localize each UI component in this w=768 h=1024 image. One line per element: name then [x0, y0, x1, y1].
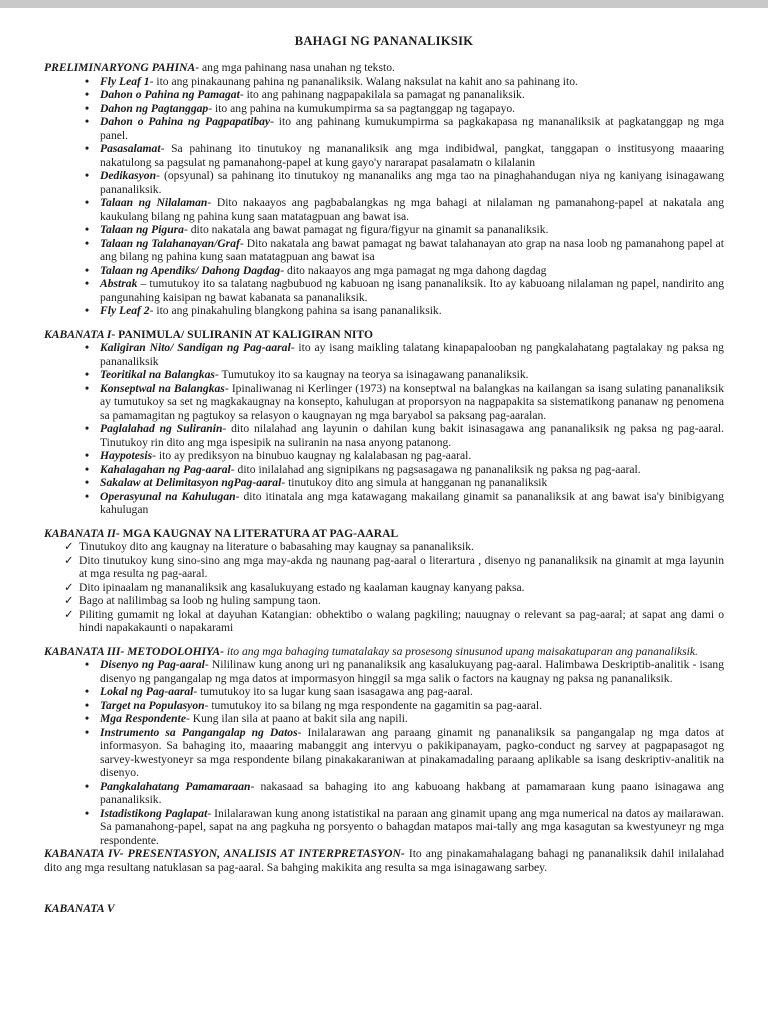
section-term: KABANATA IV- PRESENTASYON, ANALISIS AT INTERPRETASYON-: [44, 847, 405, 860]
item-term: Sakalaw at Delimitasyon ngPag-aaral: [100, 476, 282, 489]
list-item: [85, 726, 724, 780]
item-text: - dito nakatala ang bawat pamagat ng figura/figyur na ginamit sa pananaliksik.: [183, 223, 549, 236]
bullet-icon: •: [85, 698, 90, 712]
bullet-icon: •: [85, 196, 90, 209]
list-item: [85, 102, 724, 116]
item-term: Kahalagahan ng Pag-aaral: [100, 462, 231, 476]
item-text: Piliting gumamit ng lokal at dayuhan Katangian: obhektibo o walang pagkiling; nauugnay o relevant sa pag-aaral; at sapat ang dami o hindi napakakaunti o napakarami: [79, 607, 724, 634]
list-item: [64, 608, 724, 635]
section-item-list: [64, 540, 724, 635]
section-kabanata-2: [44, 527, 724, 635]
bullet-icon: •: [85, 489, 90, 503]
item-text: - Dito nakatala ang bawat pamagat ng bawat talahanayan ato grap na nasa loob ng pamanahong papel at ang bilang ng pahina kung saan matatagpuan ang bawat isa: [100, 236, 724, 263]
list-item: [85, 341, 724, 368]
list-item: [85, 75, 724, 89]
list-item: [85, 807, 724, 848]
list-item: [85, 780, 724, 807]
section-heading: [44, 61, 724, 75]
section-rest: - ang mga pahinang nasa unahan ng teksto.: [195, 61, 395, 74]
bullet-icon: •: [85, 74, 90, 88]
item-term: Abstrak: [100, 277, 138, 290]
list-item: [85, 490, 724, 517]
item-text: – tumutukoy ito sa talatang nagbubuod ng kabuoan ng isang pananaliksik. Ito ay kabuoang nilalaman ng papel, nandirito ang pangunahing kaisipan ng bawat kabanata sa pananaliksik.: [100, 277, 724, 304]
item-term: Fly Leaf 1: [100, 74, 150, 88]
list-item: [85, 196, 724, 223]
section-term: KABANATA V: [44, 902, 115, 915]
bullet-icon: •: [85, 223, 90, 236]
list-item: [85, 277, 724, 304]
bullet-icon: •: [85, 304, 90, 317]
item-term: Fly Leaf 2: [100, 304, 150, 317]
section-term: KABANATA I: [44, 327, 112, 341]
item-text: Dito ipinaalam ng mananaliksik ang kasalukuyang estado ng kaalaman kaugnay kanyang paksa.: [79, 580, 525, 594]
list-item: [64, 540, 724, 554]
item-term: Dahon o Pahina ng Pagpapatibay: [100, 115, 271, 128]
list-item: [85, 142, 724, 169]
item-term: Kaligiran Nito/ Sandigan ng Pag-aaral: [100, 341, 291, 354]
item-text: - ito ang pinakaunang pahina ng pananaliksik. Walang naksulat na kahit ano sa pahinang ito.: [149, 74, 578, 88]
bullet-icon: •: [85, 341, 90, 354]
section-rest: - MGA KAUGNAY NA LITERATURA AT PAG-AARAL: [115, 526, 399, 540]
section-kabanata-1: [44, 328, 724, 517]
section-heading: [44, 902, 724, 916]
bullet-icon: •: [85, 476, 90, 489]
item-text: - ito ang pinakahuling blangkong pahina sa isang pananaliksik.: [149, 304, 442, 317]
bullet-icon: •: [85, 725, 90, 739]
list-item: [85, 223, 724, 237]
list-item: [85, 88, 724, 102]
item-term: Istadistikong Paglapat: [100, 806, 208, 820]
document-page: [0, 8, 768, 1024]
item-text: - Inilalarawan kung anong istatistikal na paraan ang ginamit upang ang mga numerical na datos ay mailarawan. Sa pamanahong-papel, sapat na ang pagkuha ng porsyento o bahagdan matapos mai-tally ang mga kasagutan sa kwestyuneyr ng mga respondente.: [100, 806, 724, 847]
item-term: Mga Respondente: [100, 712, 186, 725]
list-item: [85, 304, 724, 318]
item-text: - Kung ilan sila at paano at bakit sila ang napili.: [186, 712, 408, 725]
item-text: Dito tinutukoy kung sino-sino ang mga may-akda ng naunang pag-aaral o literartura , disenyo ng pananaliksik na ginamit at mga layunin at mga resulta ng pag-aaral.: [79, 553, 724, 580]
section-term: KABANATA II: [44, 526, 116, 540]
bullet-icon: •: [85, 101, 90, 115]
item-term: Konseptwal na Balangkas: [100, 381, 225, 395]
section-rest: ito ang mga bahaging tumatalakay sa prosesong sinusunod upang maisakatuparan ang pananaliksik.: [223, 644, 698, 658]
item-text: - Tumutukoy ito sa kaugnay na teorya sa isinagawang pananaliksik.: [214, 368, 529, 381]
item-text: - dito itinatala ang mga katawagang makailang ginamit sa pananaliksik at ang bawat isa'y binibigyang kahulugan: [100, 489, 724, 516]
section-kabanata-5: [44, 902, 724, 916]
section-term: KABANATA III- METODOLOHIYA-: [44, 644, 224, 658]
item-text: - (opsyunal) sa pahinang ito tinutukoy ng mananaliks ang mga tao na pinaghahandugan niya ng kaniyang isinagawang pananaliksik.: [100, 169, 724, 196]
list-item: [64, 581, 724, 595]
item-text: Bago at nalilimbag sa loob ng huling sampung taon.: [79, 594, 321, 607]
list-item: [85, 658, 724, 685]
section-heading: [44, 847, 724, 874]
section-preliminaryong-pahina: [44, 61, 724, 318]
section-item-list: [85, 341, 724, 517]
bullet-icon: •: [85, 449, 90, 462]
list-item: [85, 463, 724, 477]
list-item: [85, 712, 724, 726]
list-item: [85, 699, 724, 713]
item-term: Pasasalamat: [100, 142, 161, 155]
check-icon: ✓: [64, 594, 74, 607]
bullet-icon: •: [85, 779, 90, 793]
item-text: - Ipinaliwanag ni Kerlinger (1973) na konseptwal na balangkas na kailangan sa isang sulating pananaliksik ay tumutukoy sa set ng magkakaugnay na konsepto, kahulugan at proporsyon na nagpapakita sa sistematikong pananaw ng penomena sa pamamagitan ng pagtukoy sa relasyon o kaugnayan ng mga baryabol sa paksang pag-aaralan.: [100, 381, 724, 422]
item-term: Talaan ng Apendiks/ Dahong Dagdag: [100, 263, 281, 277]
item-term: Paglalahad ng Suliranin: [100, 422, 223, 435]
bullet-icon: •: [85, 685, 90, 698]
item-term: Teoritikal na Balangkas: [100, 368, 215, 381]
item-text: - tumutukoy ito sa bilang ng mga respondente na gagamitin sa pag-aaral.: [204, 698, 542, 712]
section-heading: [44, 527, 724, 541]
bullet-icon: •: [85, 169, 90, 182]
document-title: BAHAGI NG PANANALIKSIK: [294, 34, 474, 48]
check-icon: ✓: [64, 607, 74, 621]
bullet-icon: •: [85, 712, 90, 725]
item-text: - ito ang pahinang nagpapakilala sa pamagat ng pananaliksik.: [239, 88, 525, 101]
item-text: - nakasaad sa bahaging ito ang kabuoang hakbang at pamamaraan kung paano isinagawa ang pananaliksik.: [100, 779, 724, 806]
item-term: Lokal ng Pag-aaral: [100, 685, 194, 698]
bullet-icon: •: [85, 88, 90, 101]
list-item: [85, 264, 724, 278]
item-term: Talaan ng Nilalaman: [100, 196, 208, 209]
document-body: [44, 61, 724, 916]
check-icon: ✓: [64, 553, 74, 567]
section-rest: Ito ang pinakamahalagang bahagi ng pananaliksik dahil inilalahad dito ang mga resultang natuklasan sa pag-aaral. Sa bahging makikita ang resulta sa mga isinagawang sarbey.: [44, 847, 724, 874]
section-kabanata-3: [44, 645, 724, 848]
list-item: [85, 476, 724, 490]
item-term: Instrumento sa Pangangalap ng Datos: [100, 725, 298, 739]
item-text: - Nililinaw kung anong uri ng pananaliksik ang kasalukuyang pag-aaral. Halimbawa Deskriptib-analitik - isang disenyo ng pangangalap ng mga datos at impormasyon hinggil sa mga salik o factors na kaugnay ng paksa ng pananaliksik.: [100, 658, 725, 685]
item-term: Disenyo ng Pag-aaral: [100, 658, 205, 671]
bullet-icon: •: [85, 806, 90, 820]
item-text: - tumutukoy ito sa lugar kung saan isasagawa ang pag-aaral.: [193, 685, 473, 698]
list-item: [85, 237, 724, 264]
item-term: Talaan ng Talahanayan/Graf: [100, 236, 240, 250]
item-text: - ito ang pahina na kumukumpirma sa sa pagtanggap ng tagapayo.: [208, 101, 516, 115]
bullet-icon: •: [85, 658, 90, 671]
item-text: - ito ay prediksyon na binubuo kaugnay ng kalalabasan ng pag-aaral.: [152, 449, 472, 462]
item-text: - dito nilalahad ang layunin o dahilan kung bakit isinasagawa ang pananaliksik ng paksa ng pag-aaral. Tinutukoy rin dito ang mga ispesipik na suliranin na nasa anyong patanong.: [100, 422, 724, 449]
section-rest: - PANIMULA/ SULIRANIN AT KALIGIRAN NITO: [111, 327, 373, 341]
bullet-icon: •: [85, 368, 90, 381]
bullet-icon: •: [85, 142, 90, 155]
item-term: Dedikasyon: [100, 169, 157, 182]
item-text: - Inilalarawan ang paraang ginamit ng pananaliksik sa pangangalap ng mga datos at informasyon. Sa bahaging ito, maaaring mabanggit ang intervyu o pakikipanayam, pagko-conduct ng sarvey at pagpapasagot ng sarvey-kwestyoneyr sa mga respondente bilang pinakakaraniwan at pinakamadaling paraang aplikable sa isang deskriptiv-analitik na disenyo.: [100, 725, 725, 779]
item-term: Dahon ng Pagtanggap: [100, 101, 209, 115]
section-item-list: [85, 658, 724, 847]
item-text: - tinutukoy dito ang simula at hangganan ng pananaliksik: [281, 476, 548, 489]
list-item: [64, 594, 724, 608]
item-text: - ito ay isang maikling talatang kinapapalooban ng pangkalahatang pagtalakay ng paksa ng pananaliksik: [100, 341, 724, 368]
item-text: - Sa pahinang ito tinutukoy ng mananaliksik ang mga indibidwal, pangkat, tanggapan o institusyong maaaring nakatulong sa pagsulat ng pamanahong-papel at kung gayo'y nararapat pasalamatn o kilalanin: [100, 142, 724, 169]
section-heading: [44, 645, 724, 659]
list-item: [85, 368, 724, 382]
list-item: [85, 685, 724, 699]
bullet-icon: •: [85, 462, 90, 476]
item-term: Talaan ng Pigura: [100, 223, 184, 236]
bullet-icon: •: [85, 381, 90, 395]
list-item: [85, 382, 724, 423]
item-text: - dito nakaayos ang mga pamagat ng mga dahong dagdag: [280, 263, 547, 277]
item-text: Tinutukoy dito ang kaugnay na literature o babasahing may kaugnay sa pananaliksik.: [79, 540, 474, 553]
item-term: Haypotesis: [100, 449, 153, 462]
item-text: - dito inilalahad ang signipikans ng pagsasagawa ng pananaliksik ng paksa ng pag-aaral.: [230, 462, 641, 476]
check-icon: ✓: [64, 540, 74, 553]
section-item-list: [85, 75, 724, 318]
list-item: [85, 449, 724, 463]
bullet-icon: •: [85, 115, 90, 128]
bullet-icon: •: [85, 277, 90, 290]
bullet-icon: •: [85, 422, 90, 435]
list-item: [85, 169, 724, 196]
item-term: Dahon o Pahina ng Pamagat: [100, 88, 240, 101]
section-kabanata-4: [44, 847, 724, 874]
list-item: [85, 422, 724, 449]
item-text: - ito ang pahinang kumukumpirma sa pagkakapasa ng mananaliksik at pagkatanggap ng mga panel.: [100, 115, 724, 142]
section-heading: [44, 328, 724, 342]
bullet-icon: •: [85, 236, 90, 250]
list-item: [64, 554, 724, 581]
item-term: Pangkalahatang Pamamaraan: [100, 779, 251, 793]
item-text: - Dito nakaayos ang pagbabalangkas ng mga bahagi at nilalaman ng pamanahong-papel at nakatala ang kaukulang bilang ng pahina kung saan matatagpuan ang bawat isa.: [100, 196, 725, 223]
check-icon: ✓: [64, 580, 74, 594]
item-term: Target na Populasyon: [100, 698, 205, 712]
item-term: Operasyunal na Kahulugan: [100, 489, 236, 503]
section-term: PRELIMINARYONG PAHINA: [44, 61, 196, 74]
bullet-icon: •: [85, 263, 90, 277]
list-item: [85, 115, 724, 142]
